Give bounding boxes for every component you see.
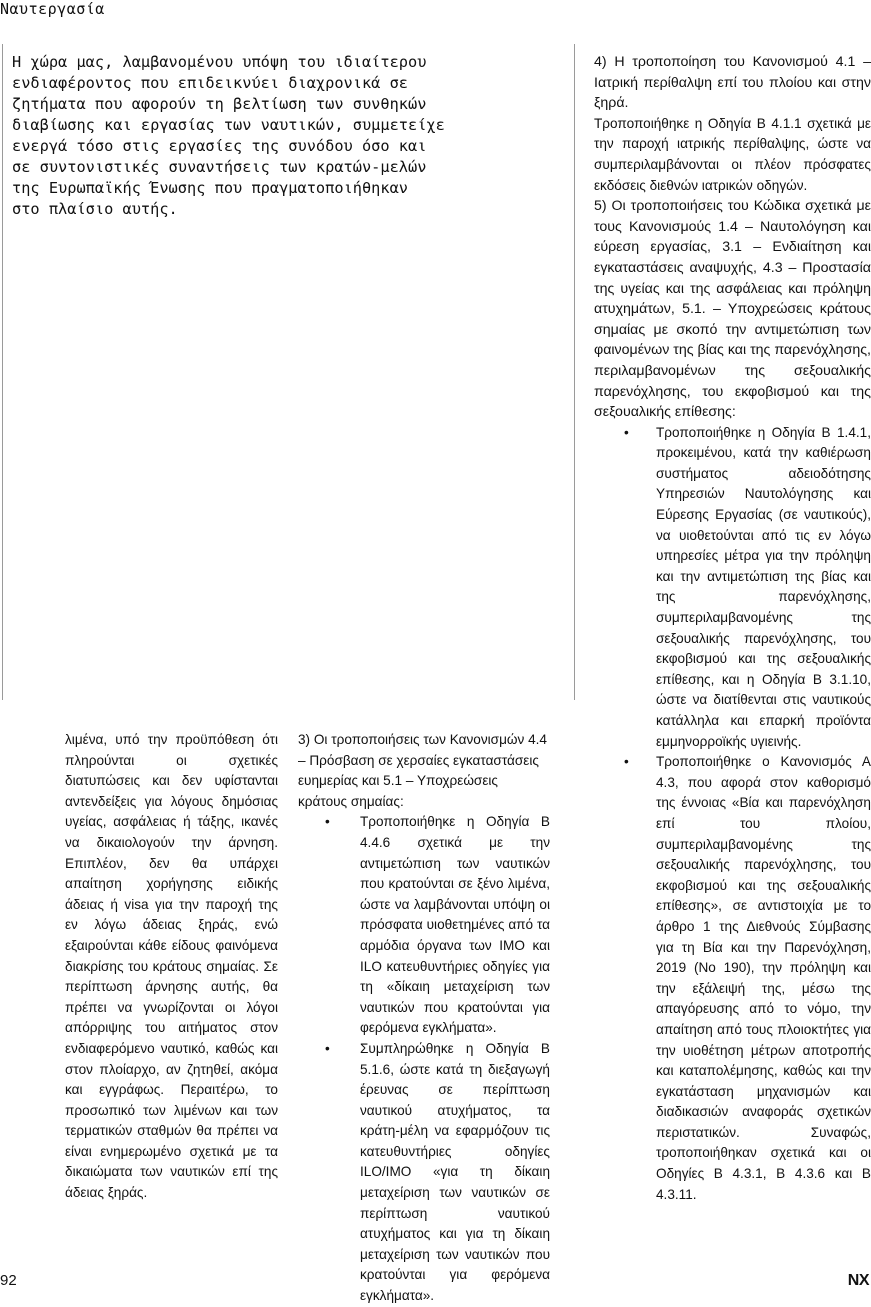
bullet-item [594, 752, 871, 1205]
bullet-item [594, 423, 871, 753]
quote-line: ενδιαφέροντος που επιδεικνύει διαχρονικά σε [12, 74, 409, 92]
column-1 [65, 730, 278, 1204]
quote-line: σε συντονιστικές συναντήσεις των κρατών-μελών [12, 158, 427, 176]
quote-line: ζητήματα που αφορούν τη βελτίωση των συνθηκών [12, 95, 427, 113]
amendments-4-4-intro: 3) Οι τροποποιήσεις των Κανονισμών 4.4 – Πρόσβαση σε χερσαίες εγκαταστάσεις ευημερίας και 5.1 – Υποχρεώσεις κράτους σημαίας: [298, 732, 547, 809]
quote-line: ενεργά τόσο στις εργασίες της συνόδου όσο και [12, 137, 427, 155]
bullet-icon: • [325, 814, 330, 830]
bullet-text: Τροποποιήθηκε ο Κανονισμός Α 4.3, που αφορά στον καθορισμό της έννοιας «Βία και παρενόχληση επί του πλοίου, συμπεριλαμβανομένης της σεξουαλικής παρενόχλησης, του εκφοβισμού και της σεξουαλικής επίθεσης», σε αντιστοιχία με το άρθρο 1 της Διεθνούς Σύμβασης για τη Βία και την Παρενόχληση, 2019 (Νο 190), την πρόληψη και την εξάλειψή της, μέσω της απαγόρευσης από το νόμο, την απαίτηση από τους πλοιοκτήτες για την υιοθέτηση μέτρων αποτροπής και καταπολέμησης, καθώς και την εγκατάσταση μηχανισμών και διαδικασιών αναφοράς σχετικών περιστατικών. Συναφώς, τροποποιήθηκαν σχετικά και οι Οδηγίες Β 4.3.1, Β 4.3.6 και Β 4.3.11. [656, 754, 871, 1202]
quote-left-rule [2, 44, 3, 700]
magazine-logo: NX [847, 1272, 869, 1289]
page-number: 92 [0, 1272, 17, 1289]
bullet-item [298, 1039, 550, 1307]
quote-line: Η χώρα μας, λαμβανομένου υπόψη του ιδιαίτερου [12, 53, 427, 71]
section-title: Ναυτεργασία [0, 0, 105, 18]
column-1-paragraph: λιμένα, υπό την προϋπόθεση ότι πληρούνται οι σχετικές διατυπώσεις και δεν υφίστανται αντενδείξεις για λόγους δημόσιας υγείας, ασφάλειας ή τάξης, ικανές να δικαιολογούν την άρνηση. Επιπλέον, δεν θα υπάρχει απαίτηση χορήγησης ειδικής άδειας ή visa για την παροχή της εν λόγω άδειας ξηράς, ενώ εξαιρούνται κάθε είδους φαινόμενα διακρίσης του κράτους σημαίας. Σε περίπτωση άρνησης αυτής, θα πρέπει να γνωρίζονται οι λόγοι απόρριψης του αιτήματος στον ενδιαφερόμενο ναυτικό, καθώς και στον πλοίαρχο, αν ζητηθεί, ακόμα και εγγράφως. Περαιτέρω, το προσωπικό των λιμένων και των τερματικών σταθμών θα πρέπει να είναι ενημερωμένο σχετικά με τα δικαιώματα των ναυτικών επί της άδειας ξηράς. [65, 732, 278, 1201]
bullet-text: Τροποποιήθηκε η Οδηγία Β 4.4.6 σχετικά με την αντιμετώπιση των ναυτικών που κρατούνται σε ξένο λιμένα, ώστε να λαμβάνονται υπόψη οι πρόσφατα υιοθετημένες από τα αρμόδια όργανα των IMO και ILO κατευθυντήριες οδηγίες για τη «δίκαιη μεταχείριση των ναυτικών που κρατούνται για φερόμενα εγκλήματα». [360, 814, 550, 1036]
quote-line: στο πλαίσιο αυτής. [12, 200, 178, 218]
column-3 [594, 52, 871, 1205]
amendment-4-1-heading: 4) Η τροποποίηση του Κανονισμού 4.1 – Ιατρική περίθαλψη επί του πλοίου και στην ξηρά. [594, 54, 871, 112]
bullet-text: Τροποποιήθηκε η Οδηγία Β 1.4.1, προκειμένου, κατά την καθιέρωση συστήματος αδειοδότησης Υπηρεσιών Ναυτολόγησης και Εύρεσης Εργασίας (σε ναυτικούς), να υιοθετούνται από τις εν λόγω υπηρεσίες μέτρα για την πρόληψη και την αντιμετώπιση της βίας και της παρενόχλησης, συμπεριλαμβανομένης της σεξουαλικής παρενόχλησης, του εκφοβισμού και της σεξουαλικής επίθεσης, και η Οδηγία Β 3.1.10, ώστε να διατίθενται στις ναυτικούς κατάλληλα και επαρκή προϊόντα εμμηνορροϊκής υγιεινής. [656, 424, 871, 749]
amendments-code-paragraph: 5) Οι τροποποιήσεις του Κώδικα σχετικά με τους Κανονισμούς 1.4 – Ναυτολόγηση και εύρεση εργασίας, 3.1 – Ενδιαίτηση και εγκαταστάσεις αναψυχής, 4.3 – Προστασία της υγείας και της ασφάλειας και πρόληψη ατυχημάτων, 5.1. – Υποχρεώσεις κράτους σημαίας με σκοπό την αντιμετώπιση των φαινομένων της βίας και της παρενόχλησης, περιλαμβανομένων της σεξουαλικής παρενόχλησης, του εκφοβισμού και της σεξουαλικής επίθεσης: [594, 198, 871, 421]
bullet-icon: • [325, 1040, 330, 1056]
pull-quote [12, 52, 557, 220]
quote-line: της Ευρωπαϊκής Ένωσης που πραγματοποιήθηκαν [12, 179, 409, 197]
bullet-icon: • [624, 424, 629, 440]
bullet-item [298, 812, 550, 1039]
quote-line: διαβίωσης και εργασίας των ναυτικών, συμμετείχε [12, 116, 445, 134]
bullet-icon: • [624, 754, 629, 770]
quote-right-rule [574, 44, 575, 700]
bullet-text: Συμπληρώθηκε η Οδηγία Β 5.1.6, ώστε κατά τη διεξαγωγή έρευνας σε περίπτωση ναυτικού ατυχήματος, τα κράτη-μέλη να εφαρμόζουν τις κατευθυντήριες οδηγίες ILO/IMO «για τη δίκαιη μεταχείριση των ναυτικών σε περίπτωση ναυτικού ατυχήματος και για τη δίκαιη μεταχείριση των ναυτικών που κρατούνται για φερόμενα εγκλήματα». [360, 1040, 550, 1304]
column-2 [298, 730, 550, 1307]
amendment-4-1-body: Τροποποιήθηκε η Οδηγία Β 4.1.1 σχετικά με την παροχή ιατρικής περίθαλψης, ώστε να συμπεριλαμβάνονται οι πλέον πρόσφατες εκδόσεις διεθνών ιατρικών οδηγών. [594, 115, 871, 193]
